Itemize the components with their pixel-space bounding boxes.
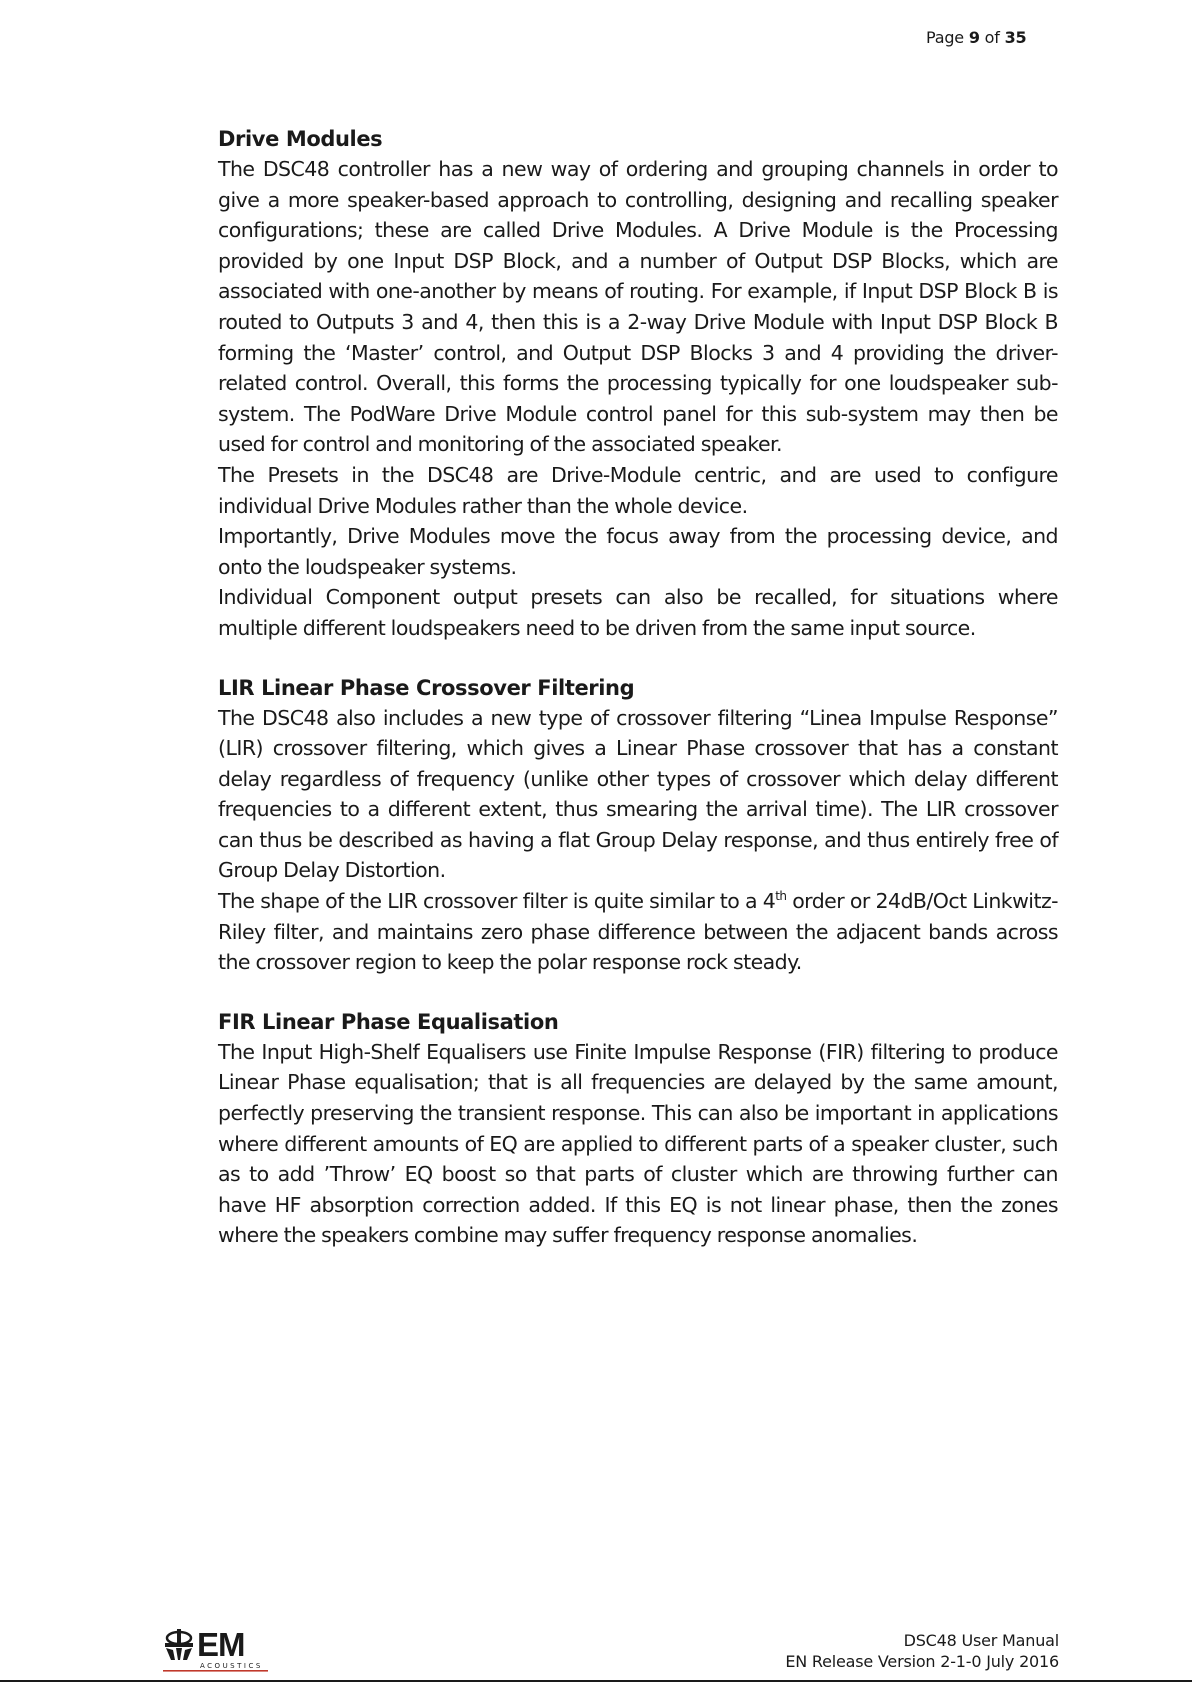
release-info: EN Release Version 2-1-0 July 2016 xyxy=(785,1652,1059,1671)
paragraph: The DSC48 controller has a new way of ordering and grouping channels in order to give a more speaker-based approach to controlling, designing and recalling speaker configurations; these are called Drive Modules. A Drive Module is the Processing provided by one Input DSP Block, and a number of Output DSP Blocks, which are associated with one-another by means of routing. For example, if Input DSP Block B is routed to Outputs 3 and 4, then this is a 2-way Drive Module with Input DSP Block B forming the ‘Master’ control, and Output DSP Blocks 3 and 4 providing the driver-related control. Overall, this forms the processing typically for one loudspeaker sub-system. The PodWare Drive Module control panel for this sub-system may then be used for control and monitoring of the associated speaker. xyxy=(218,157,1058,457)
logo-subtext: ACOUSTICS xyxy=(200,1662,263,1670)
paragraph: Individual Component output presets can also be recalled, for situations where multiple different loudspeakers need to be driven from the same input source. xyxy=(218,585,1058,640)
page-number xyxy=(926,28,1026,47)
paragraph: The Presets in the DSC48 are Drive-Module centric, and are used to configure individual Drive Modules rather than the whole device. xyxy=(218,462,1058,518)
page-current: 9 xyxy=(968,28,980,47)
em-acoustics-logo xyxy=(163,1626,269,1672)
ordinal-superscript: th xyxy=(775,889,787,904)
section-heading: Drive Modules xyxy=(218,127,383,151)
section-drive-modules xyxy=(218,124,1058,644)
page-bottom-rule xyxy=(0,1680,1192,1682)
paragraph-with-superscript xyxy=(218,886,1058,978)
paragraph: Importantly, Drive Modules move the focus away from the processing device, and onto the loudspeaker systems. xyxy=(218,524,1058,579)
section-heading: LIR Linear Phase Crossover Filtering xyxy=(218,675,635,700)
section-fir-equalisation xyxy=(218,1007,1058,1251)
manual-title: DSC48 User Manual xyxy=(903,1631,1059,1650)
section-heading: FIR Linear Phase Equalisation xyxy=(218,1009,559,1034)
footer-info xyxy=(785,1630,1059,1672)
page-of: of xyxy=(984,28,1000,47)
logo-underline xyxy=(163,1670,268,1672)
page-total: 35 xyxy=(1004,28,1027,47)
paragraph-text: order or 24dB/Oct Linkwitz-Riley filter, and maintains zero phase difference between the adjacent bands across the crossover region to keep the polar response rock steady. xyxy=(218,889,1058,975)
paragraph: The Input High-Shelf Equalisers use Finite Impulse Response (FIR) filtering to produce Linear Phase equalisation; that is all frequencies are delayed by the same amount, perfectly preserving the transient response. This can also be important in applications where different amounts of EQ are applied to different parts of a speaker cluster, such as to add ’Throw’ EQ boost so that parts of cluster which are throwing further can have HF absorption correction added. If this EQ is not linear phase, then the zones where the speakers combine may suffer frequency response anomalies. xyxy=(218,1039,1058,1248)
paragraph: The DSC48 also includes a new type of crossover filtering “Linea Impulse Response” (LIR) crossover filtering, which gives a Linear Phase crossover that has a constant delay regardless of frequency (unlike other types of crossover which delay different frequencies to a different extent, thus smearing the arrival time). The LIR crossover can thus be described as having a flat Group Delay response, and thus entirely free of Group Delay Distortion. xyxy=(218,705,1058,883)
paragraph-text: The shape of the LIR crossover filter is quite similar to a 4 xyxy=(218,889,776,914)
logo-wordmark: EM xyxy=(197,1626,245,1663)
document-body xyxy=(218,124,1058,1280)
section-lir-crossover xyxy=(218,673,1058,978)
page-prefix: Page xyxy=(926,28,964,47)
